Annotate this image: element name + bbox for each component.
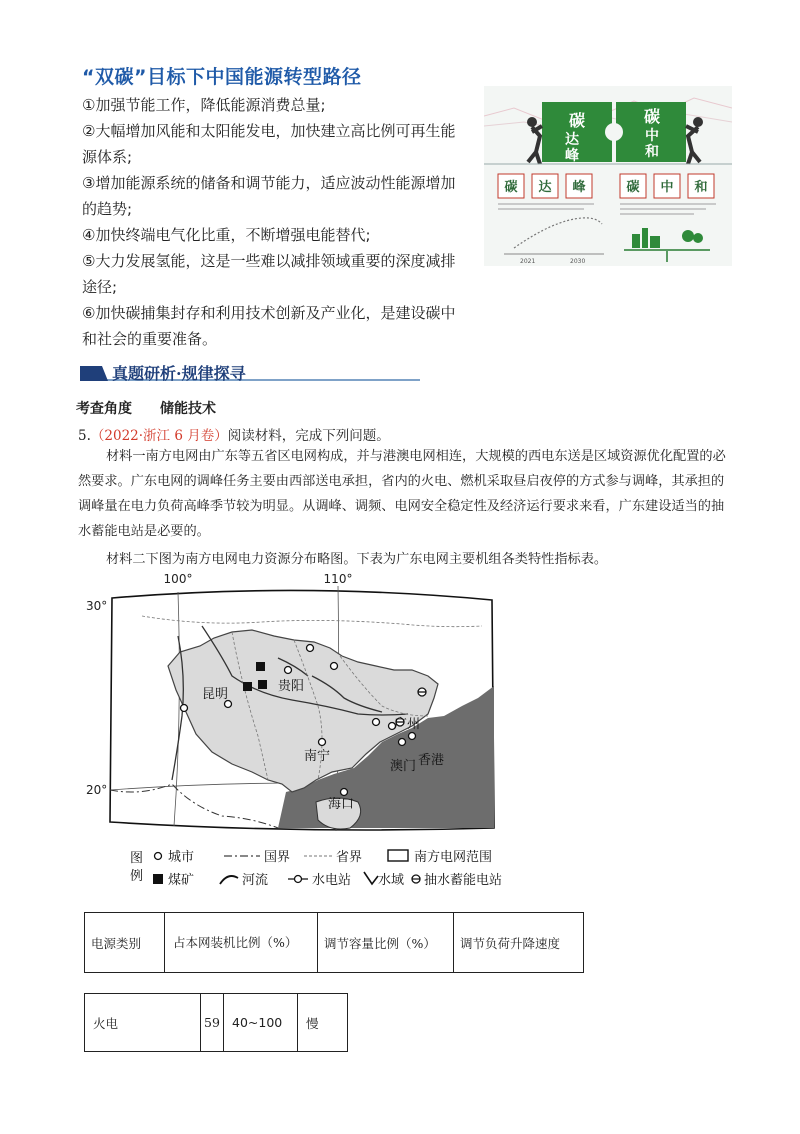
question-line: [78, 424, 390, 444]
legend-item: 水电站: [312, 873, 352, 888]
svg-text:2021: 2021: [520, 258, 536, 265]
svg-text:碳: 碳: [626, 180, 640, 195]
point-line: 源体系;: [82, 148, 133, 166]
hydro-station: [181, 705, 188, 712]
legend-title-part: 例: [130, 869, 144, 884]
point-line: ②大幅增加风能和太阳能发电，加快建立高比例可再生能: [82, 122, 456, 140]
indicator-table-header: [84, 912, 584, 973]
table-header-cell: 调节容量比例（%）: [318, 913, 454, 973]
svg-text:峰: 峰: [572, 180, 586, 195]
point-line: ⑥加快碳捕集封存和利用技术创新及产业化，是建设碳中: [82, 304, 456, 322]
point-line: 和社会的重要准备。: [82, 330, 218, 348]
point-line: 的趋势;: [82, 200, 133, 218]
svg-text:中: 中: [660, 180, 674, 195]
city-label: 南宁: [304, 749, 331, 764]
lon-label: 110°: [323, 572, 353, 586]
table-cell: 59: [201, 994, 224, 1052]
material-two: 材料二下图为南方电网电力资源分布略图。下表为广东电网主要机组各类特性指标表。: [106, 552, 608, 567]
legend-item: 水域: [378, 873, 405, 888]
hydro-station: [373, 719, 380, 726]
svg-text:中: 中: [645, 128, 659, 144]
question-source: （2022·浙江 6 月卷）: [90, 428, 228, 444]
city-label: 香港: [418, 753, 445, 768]
table-header-cell: 调节负荷升降速度: [454, 913, 584, 973]
svg-text:碳: 碳: [568, 111, 586, 130]
section-title: 真题研析·规律探寻: [112, 364, 246, 383]
question-prompt: 阅读材料，完成下列问题。: [227, 428, 390, 444]
lat-label: 30°: [86, 599, 108, 613]
indicator-table-row: [84, 993, 348, 1052]
city-marker: [409, 733, 416, 740]
svg-text:和: 和: [645, 144, 659, 160]
point-line: ①加强节能工作，降低能源消费总量;: [82, 96, 326, 114]
table-cell: 慢: [298, 994, 348, 1052]
legend-item: 河流: [242, 873, 269, 888]
hydro-station: [331, 663, 338, 670]
svg-text:和: 和: [694, 180, 708, 195]
coal-mine: [258, 680, 267, 689]
svg-text:峰: 峰: [565, 148, 579, 164]
svg-text:达: 达: [538, 180, 552, 195]
city-marker: [285, 667, 292, 674]
city-marker: [319, 739, 326, 746]
point-line: ⑤大力发展氢能，这是一些难以减排领域重要的深度减排: [82, 252, 456, 270]
point-line: 途径;: [82, 278, 118, 296]
point-line: ④加快终端电气化比重，不断增强电能替代;: [82, 226, 371, 244]
power-grid-map: [82, 566, 512, 896]
page-title: “双碳”目标下中国能源转型路径: [82, 66, 362, 88]
legend-item: 城市: [168, 850, 195, 865]
lon-label: 100°: [163, 572, 193, 586]
point-line: ③增加能源系统的储备和调节能力，适应波动性能源增加: [82, 174, 456, 192]
table-cell: 40~100: [224, 994, 298, 1052]
angle-label: 考查角度: [76, 401, 132, 417]
legend-item: 省界: [336, 850, 363, 865]
city-label: 昆明: [202, 687, 229, 702]
city-label: 海口: [328, 797, 355, 812]
legend-title-part: 图: [130, 851, 144, 866]
coal-mine: [243, 682, 252, 691]
legend-item: 南方电网范围: [414, 850, 493, 865]
angle-topic: 储能技术: [160, 401, 216, 417]
material-one: 材料一南方电网由广东等五省区电网构成，并与港澳电网相连，大规模的西电东送是区域资源优化配置的必然要求。广东电网的调峰任务主要由西部送电承担，省内的火电、燃机采取昼启夜停的方式参与调峰，其承担的调峰量在电力负荷高峰季节较为明显。从调峰、调频、电网安全稳定性及经济运行要求来看，广东建设适当的抽水蓄能电站是必要的。: [78, 449, 726, 539]
legend-item: 国界: [264, 850, 291, 865]
svg-text:碳: 碳: [643, 107, 661, 126]
city-marker: [341, 789, 348, 796]
city-label: 澳门: [390, 759, 417, 774]
city-label: 贵阳: [278, 679, 305, 694]
lat-label: 20°: [86, 783, 108, 797]
legend-item: 煤矿: [168, 873, 195, 888]
table-header-cell: 电源类别: [85, 913, 165, 973]
city-label: 广州: [394, 717, 421, 732]
svg-text:2030: 2030: [570, 258, 586, 265]
legend-item: 抽水蓄能电站: [424, 873, 503, 888]
carbon-illustration: [484, 86, 732, 266]
coal-mine: [256, 662, 265, 671]
table-header-cell: 占本网装机比例（%）: [165, 913, 318, 973]
svg-text:达: 达: [565, 132, 579, 148]
question-number: 5.: [78, 428, 91, 444]
hydro-station: [307, 645, 314, 652]
svg-text:碳: 碳: [504, 180, 518, 195]
city-marker: [399, 739, 406, 746]
table-cell: 火电: [85, 994, 201, 1052]
